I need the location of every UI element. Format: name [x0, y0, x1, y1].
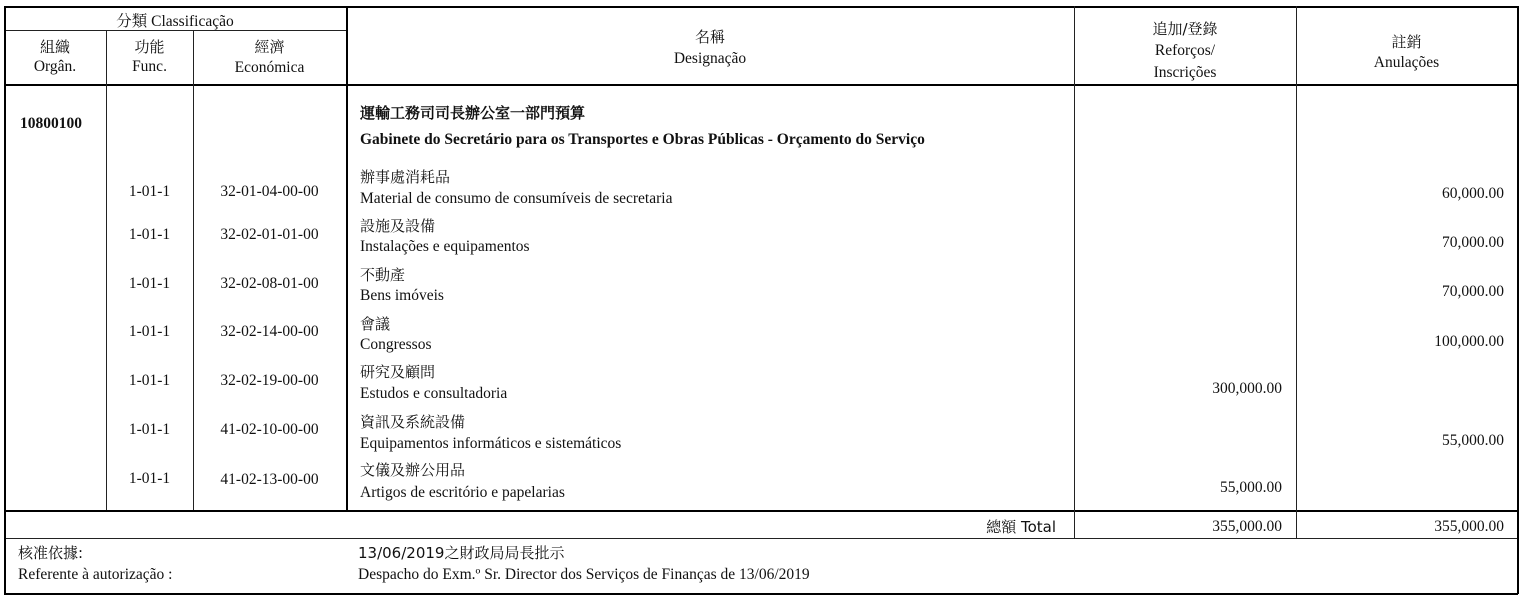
- authorization-value-zh: 13/06/2019之財政局局長批示: [358, 544, 565, 562]
- header-reforcos-pt2: Inscrições: [1153, 64, 1217, 81]
- row-func: 1-01-1: [128, 470, 171, 487]
- row-desig-pt: Instalações e equipamentos: [360, 238, 530, 255]
- header-func-zh: 功能: [134, 38, 165, 56]
- row-func: 1-01-1: [128, 372, 171, 389]
- row-desig-pt: Artigos de escritório e papelarias: [360, 484, 565, 501]
- table-top-border: [4, 6, 1518, 8]
- row-desig-zh: 研究及顧問: [360, 363, 436, 381]
- header-desig-pt: Designação: [673, 50, 747, 67]
- table-right-border: [1517, 6, 1519, 594]
- row-func: 1-01-1: [128, 421, 171, 438]
- header-anulacoes-zh: 註銷: [1391, 33, 1422, 51]
- total-label: 總額 Total: [986, 518, 1056, 536]
- table-left-border: [4, 6, 6, 594]
- row-func: 1-01-1: [128, 226, 171, 243]
- header-econ-pt: Económica: [234, 59, 305, 76]
- row-econ: 32-02-14-00-00: [220, 323, 319, 340]
- row-func: 1-01-1: [128, 183, 171, 200]
- row-anulacao: 70,000.00: [1442, 283, 1504, 300]
- header-bottom-border: [4, 84, 1518, 86]
- row-desig-zh: 不動產: [360, 266, 406, 284]
- row-econ: 41-02-13-00-00: [220, 471, 319, 488]
- section-title-pt: Gabinete do Secretário para os Transportes e Obras Públicas - Orçamento do Serviço: [360, 131, 925, 148]
- row-desig-zh: 設施及設備: [360, 217, 436, 235]
- row-desig-pt: Equipamentos informáticos e sistemáticos: [360, 435, 622, 452]
- row-econ: 32-02-01-01-00: [220, 226, 319, 243]
- row-econ: 32-01-04-00-00: [220, 183, 319, 200]
- row-desig-pt: Congressos: [360, 336, 432, 353]
- row-reforco: 300,000.00: [1212, 380, 1282, 397]
- table-bottom-border: [4, 593, 1518, 595]
- row-anulacao: 55,000.00: [1442, 432, 1504, 449]
- row-desig-zh: 會議: [360, 315, 391, 333]
- row-func: 1-01-1: [128, 323, 171, 340]
- header-reforcos-zh: 追加/登錄: [1152, 20, 1218, 38]
- header-desig-zh: 名稱: [694, 28, 725, 46]
- col-divider-reforcos: [1074, 6, 1075, 538]
- header-classificacao: 分類 Classificação: [116, 13, 234, 30]
- row-anulacao: 60,000.00: [1442, 185, 1504, 202]
- row-econ: 32-02-08-01-00: [220, 275, 319, 292]
- row-desig-zh: 辦事處消耗品: [360, 168, 451, 186]
- row-econ: 41-02-10-00-00: [220, 421, 319, 438]
- header-econ-zh: 經濟: [254, 38, 285, 56]
- section-organ-code: 10800100: [20, 115, 82, 132]
- authorization-value-pt: Despacho do Exm.º Sr. Director dos Serviços de Finanças de 13/06/2019: [358, 566, 810, 583]
- header-organ-pt: Orgân.: [33, 58, 77, 75]
- header-organ-zh: 組織: [39, 38, 70, 56]
- row-econ: 32-02-19-00-00: [220, 372, 319, 389]
- header-func-pt: Func.: [132, 58, 167, 75]
- row-anulacao: 100,000.00: [1434, 333, 1504, 350]
- col-divider-desig: [346, 6, 348, 510]
- row-desig-zh: 文儀及辦公用品: [360, 461, 466, 479]
- authorization-label-zh: 核准依據:: [18, 544, 84, 562]
- row-reforco: 55,000.00: [1220, 479, 1282, 496]
- row-desig-pt: Material de consumo de consumíveis de secretaria: [360, 190, 673, 207]
- row-anulacao: 70,000.00: [1442, 234, 1504, 251]
- row-desig-pt: Estudos e consultadoria: [360, 385, 508, 402]
- total-bottom-border: [4, 538, 1518, 539]
- authorization-label-pt: Referente à autorização :: [18, 566, 173, 583]
- header-anulacoes-pt: Anulações: [1373, 54, 1440, 71]
- col-divider-anulacoes: [1296, 6, 1297, 538]
- section-title-zh: 運輸工務司司長辦公室一部門預算: [360, 104, 586, 122]
- total-anulacoes: 355,000.00: [1434, 518, 1504, 535]
- body-bottom-border: [4, 510, 1518, 512]
- row-func: 1-01-1: [128, 275, 171, 292]
- total-reforcos: 355,000.00: [1212, 518, 1282, 535]
- row-desig-zh: 資訊及系統設備: [360, 413, 466, 431]
- row-desig-pt: Bens imóveis: [360, 287, 444, 304]
- header-reforcos-pt1: Reforços/: [1154, 42, 1216, 59]
